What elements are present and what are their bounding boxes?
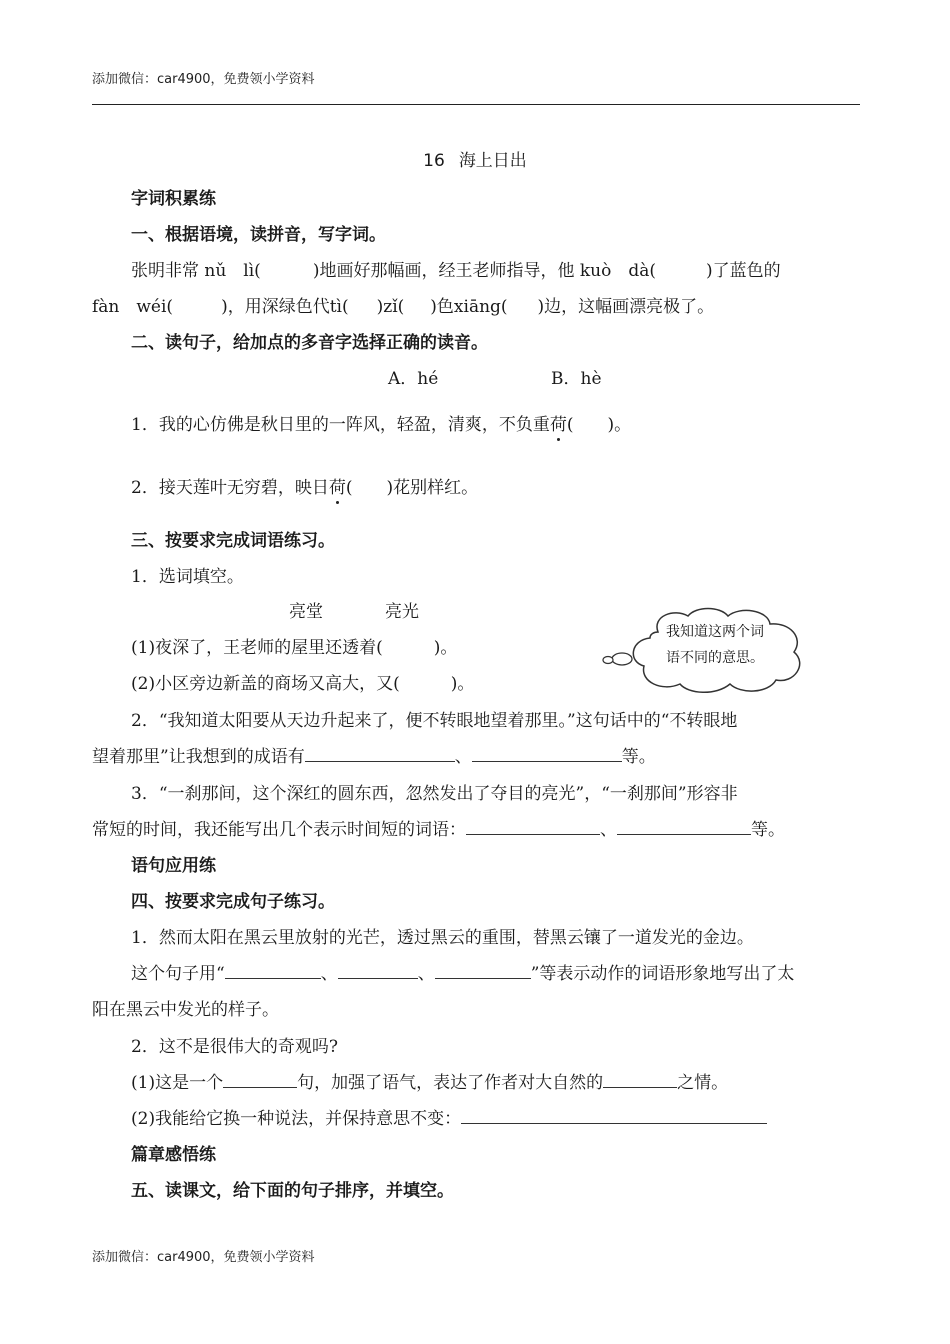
thought-bubble <box>600 604 820 694</box>
q3-heading: 三、按要求完成词语练习。 <box>131 531 335 551</box>
q4-item-1: (1)这是一个 句，加强了语气，表达了作者对大自然的 之情。 <box>131 1073 729 1093</box>
answer-blank[interactable] <box>461 1109 767 1124</box>
page-title <box>0 146 950 171</box>
section-heading-1: 字词积累练 <box>131 189 216 209</box>
option-a: A．hé <box>388 369 439 389</box>
answer-blank[interactable] <box>603 1073 677 1088</box>
q1-line-1: 张明非常 nǔ lì( )地画好那幅画，经王老师指导，他 kuò dà( )了蓝色的 <box>131 261 781 281</box>
section-heading-2: 语句应用练 <box>131 856 216 876</box>
q2-sentence-2: 2．接天莲叶无穷碧，映日荷( )花别样红。 <box>131 473 478 498</box>
q4-sentence-2: 2．这不是很伟大的奇观吗? <box>131 1037 338 1057</box>
q4-item-2: (2)我能给它换一种说法，并保持意思不变： <box>131 1104 767 1129</box>
q1-heading: 一、根据语境，读拼音，写字词。 <box>131 225 386 245</box>
page-footer: 添加微信：car4900，免费领小学资料 <box>92 1250 315 1265</box>
lesson-name: 海上日出 <box>458 151 527 171</box>
bubble-line-2: 语不同的意思。 <box>666 650 764 666</box>
bubble-dot-small <box>603 657 613 664</box>
answer-blank[interactable] <box>466 820 600 835</box>
q3-sub-1: 1．选词填空。 <box>131 567 244 587</box>
option-b: B．hè <box>551 369 602 389</box>
section-heading-3: 篇章感悟练 <box>131 1145 216 1165</box>
bubble-dot-large <box>612 653 632 665</box>
q3-sub-2-line-2: 望着那里”让我想到的成语有 、 等。 <box>92 747 656 767</box>
lesson-number: 16 <box>423 151 445 171</box>
q2-heading: 二、读句子，给加点的多音字选择正确的读音。 <box>131 333 488 353</box>
answer-blank[interactable] <box>472 747 622 762</box>
dotted-char: 荷 <box>329 473 346 498</box>
answer-blank[interactable] <box>305 747 455 762</box>
q3-item-2: (2)小区旁边新盖的商场又高大，又( )。 <box>131 674 475 694</box>
header-divider <box>92 104 860 105</box>
q1-line-2: fàn wéi( )，用深绿色代tì( )zǐ( )色xiāng( )边，这幅画漂亮极了。 <box>92 297 715 317</box>
q5-heading: 五、读课文，给下面的句子排序，并填空。 <box>131 1181 454 1201</box>
q3-sub-2-line-1: 2．“我知道太阳要从天边升起来了，便不转眼地望着那里。”这句话中的“不转眼地 <box>131 711 738 731</box>
q3-sub-3-line-2: 常短的时间，我还能写出几个表示时间短的词语： 、 等。 <box>92 820 785 840</box>
word-option-1: 亮堂 <box>289 602 323 622</box>
q3-sub-3-line-1: 3．“一刹那间，这个深红的圆东西，忽然发出了夺目的亮光”，“一刹那间”形容非 <box>131 784 738 804</box>
answer-blank[interactable] <box>225 964 321 979</box>
q4-sentence-1-task: 这个句子用“ 、 、 ”等表示动作的词语形象地写出了太 <box>131 964 795 984</box>
word-option-2: 亮光 <box>385 602 419 622</box>
q4-sentence-1: 1．然而太阳在黑云里放射的光芒，透过黑云的重围，替黑云镶了一道发光的金边。 <box>131 928 754 948</box>
answer-blank[interactable] <box>223 1073 297 1088</box>
answer-blank[interactable] <box>435 964 531 979</box>
q3-item-1: (1)夜深了，王老师的屋里还透着( )。 <box>131 638 458 658</box>
page-header: 添加微信：car4900，免费领小学资料 <box>92 72 315 87</box>
dotted-char: 荷 <box>550 410 567 435</box>
q4-sentence-1-task-cont: 阳在黑云中发光的样子。 <box>92 1000 279 1020</box>
answer-blank[interactable] <box>338 964 418 979</box>
bubble-line-1: 我知道这两个词 <box>666 624 764 640</box>
answer-blank[interactable] <box>617 820 751 835</box>
q4-heading: 四、按要求完成句子练习。 <box>131 892 335 912</box>
q2-sentence-1: 1．我的心仿佛是秋日里的一阵风，轻盈，清爽，不负重荷( )。 <box>131 410 631 435</box>
